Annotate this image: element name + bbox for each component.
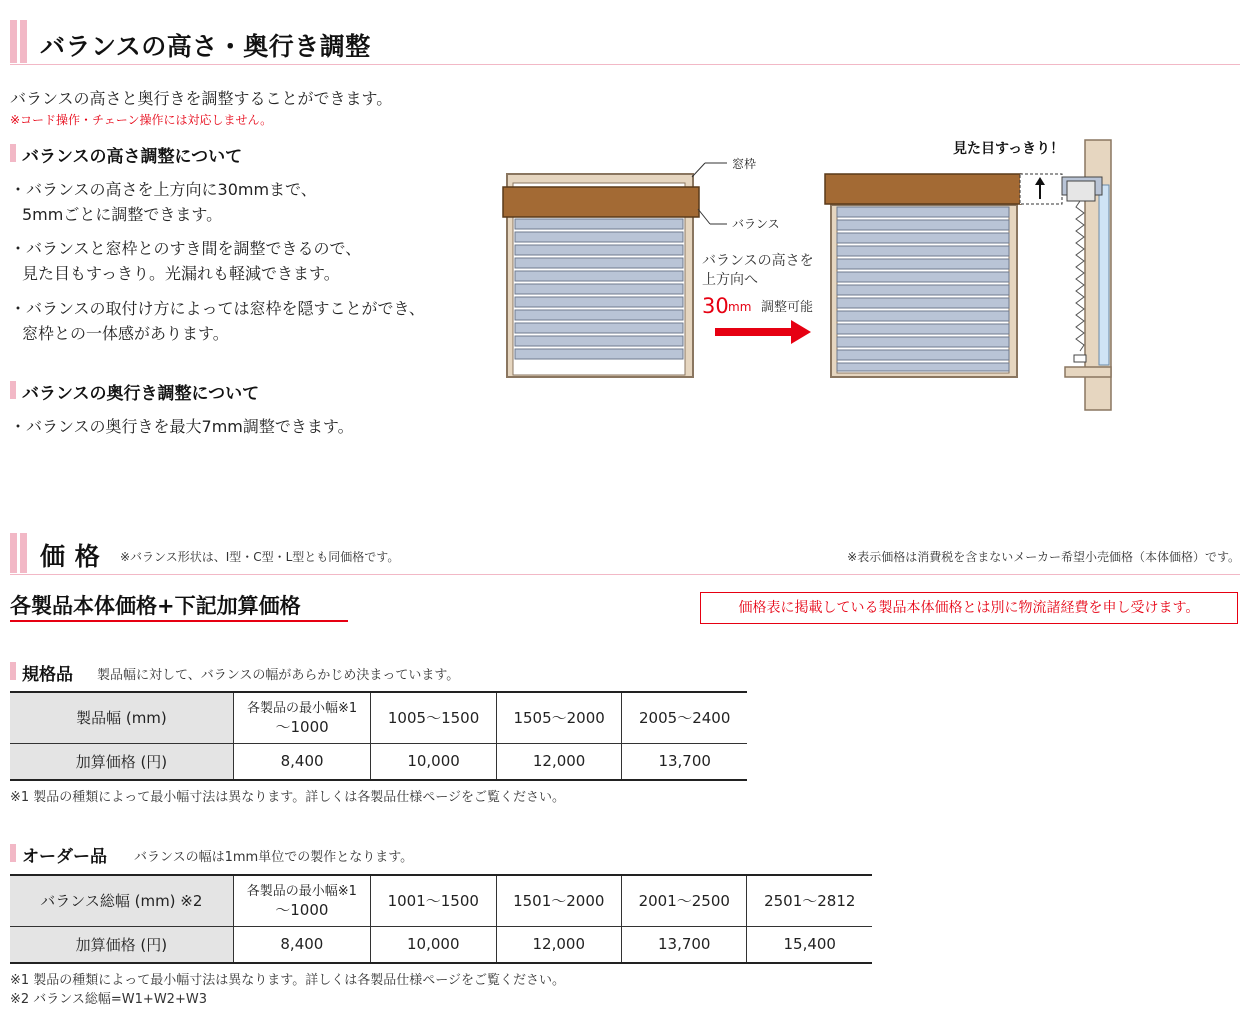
tax-note: ※表示価格は消費税を含まないメーカー希望小売価格（本体価格）です。 — [847, 550, 1240, 564]
intro-text: バランスの高さと奥行きを調整することができます。 — [10, 89, 393, 108]
before-window — [503, 174, 699, 377]
title-accent — [10, 20, 17, 63]
title-accent — [20, 20, 27, 63]
table-cell: 2005～2400 — [622, 692, 747, 743]
table-cell: 各製品の最小幅※1 ～1000 — [233, 875, 370, 926]
table-cell: 1505～2000 — [496, 692, 622, 743]
caption-unit: mm — [728, 300, 752, 314]
standard-price-table — [10, 691, 747, 781]
bullet-item: ・バランスと窓枠とのすき間を調整できるので、 見た目もすっきり。光漏れも軽減できます。 — [10, 239, 362, 283]
table-row — [10, 926, 872, 963]
page-title: バランスの高さ・奥行き調整 — [40, 32, 371, 61]
table-row — [10, 692, 747, 743]
subheading-accent — [10, 662, 16, 680]
table-cell: 13,700 — [622, 743, 747, 780]
subheading-accent — [10, 381, 16, 399]
table-cell: 8,400 — [233, 926, 370, 963]
shipping-note: 価格表に掲載している製品本体価格とは別に物流諸経費を申し受けます。 — [700, 592, 1238, 624]
table-header: バランス総幅 (mm) ※2 — [10, 875, 233, 926]
order-footnote-2: ※2 バランス総幅=W1+W2+W3 — [10, 992, 207, 1007]
price-title-note: ※バランス形状は、I型・C型・L型とも同価格です。 — [120, 550, 400, 564]
bullet-item: ・バランスの取付け方によっては窓枠を隠すことができ、 窓枠との一体感があります。 — [10, 299, 425, 343]
table-cell: 15,400 — [747, 926, 872, 963]
table-cell: 10,000 — [371, 926, 496, 963]
side-label: 見た目すっきり！ — [953, 141, 1065, 157]
subheading-accent — [10, 144, 16, 162]
title-accent — [10, 533, 17, 573]
price-title: 価 格 — [40, 542, 101, 571]
table-cell: 10,000 — [371, 743, 497, 780]
table-cell: 各製品の最小幅※1 ～1000 — [233, 692, 370, 743]
bullet-item: ・バランスの奥行きを最大7mm調整できます。 — [10, 417, 354, 436]
caption-suffix: 調整可能 — [761, 300, 814, 315]
table-header: 加算価格 (円) — [10, 743, 233, 780]
price-title-underline — [10, 574, 1240, 575]
price-subtitle-underline — [10, 620, 348, 622]
table-cell: 8,400 — [233, 743, 370, 780]
standard-desc: 製品幅に対して、バランスの幅があらかじめ決まっています。 — [97, 668, 460, 683]
title-underline — [10, 64, 1240, 65]
table-row — [10, 875, 872, 926]
order-desc: バランスの幅は1mm単位での製作となります。 — [134, 850, 414, 865]
title-accent — [20, 533, 27, 573]
table-cell: 1001～1500 — [371, 875, 496, 926]
caption-value: 30 — [702, 294, 729, 318]
standard-footnote: ※1 製品の種類によって最小幅寸法は異なります。詳しくは各製品仕様ページをご覧ください。 — [10, 790, 565, 805]
table-cell: 1501～2000 — [496, 875, 621, 926]
standard-heading: 規格品 — [22, 665, 73, 685]
height-heading: バランスの高さ調整について — [22, 147, 243, 167]
table-cell: 13,700 — [622, 926, 747, 963]
table-header: 加算価格 (円) — [10, 926, 233, 963]
table-cell: 12,000 — [496, 743, 622, 780]
bullet-item: ・バランスの高さを上方向に30mmまで、 5mmごとに調整できます。 — [10, 180, 317, 224]
table-cell: 1005～1500 — [371, 692, 497, 743]
after-window — [825, 174, 1021, 377]
arrow-right-icon — [715, 320, 811, 344]
caption-line2: 上方向へ — [702, 272, 758, 288]
price-subtitle: 各製品本体価格+下記加算価格 — [10, 594, 301, 618]
depth-heading: バランスの奥行き調整について — [22, 384, 260, 404]
caption-line1: バランスの高さを — [702, 253, 814, 269]
table-cell: 2001～2500 — [622, 875, 747, 926]
order-footnote-1: ※1 製品の種類によって最小幅寸法は異なります。詳しくは各製品仕様ページをご覧ください。 — [10, 973, 565, 988]
label-valance: バランス — [732, 217, 780, 231]
table-header: 製品幅 (mm) — [10, 692, 233, 743]
table-cell: 12,000 — [496, 926, 621, 963]
intro-note: ※コード操作・チェーン操作には対応しません。 — [10, 113, 273, 127]
table-row — [10, 743, 747, 780]
order-heading: オーダー品 — [22, 847, 107, 867]
table-cell: 2501～2812 — [747, 875, 872, 926]
label-frame: 窓枠 — [732, 157, 757, 171]
order-price-table — [10, 874, 872, 964]
valance-illustration — [495, 135, 1125, 420]
subheading-accent — [10, 844, 16, 862]
